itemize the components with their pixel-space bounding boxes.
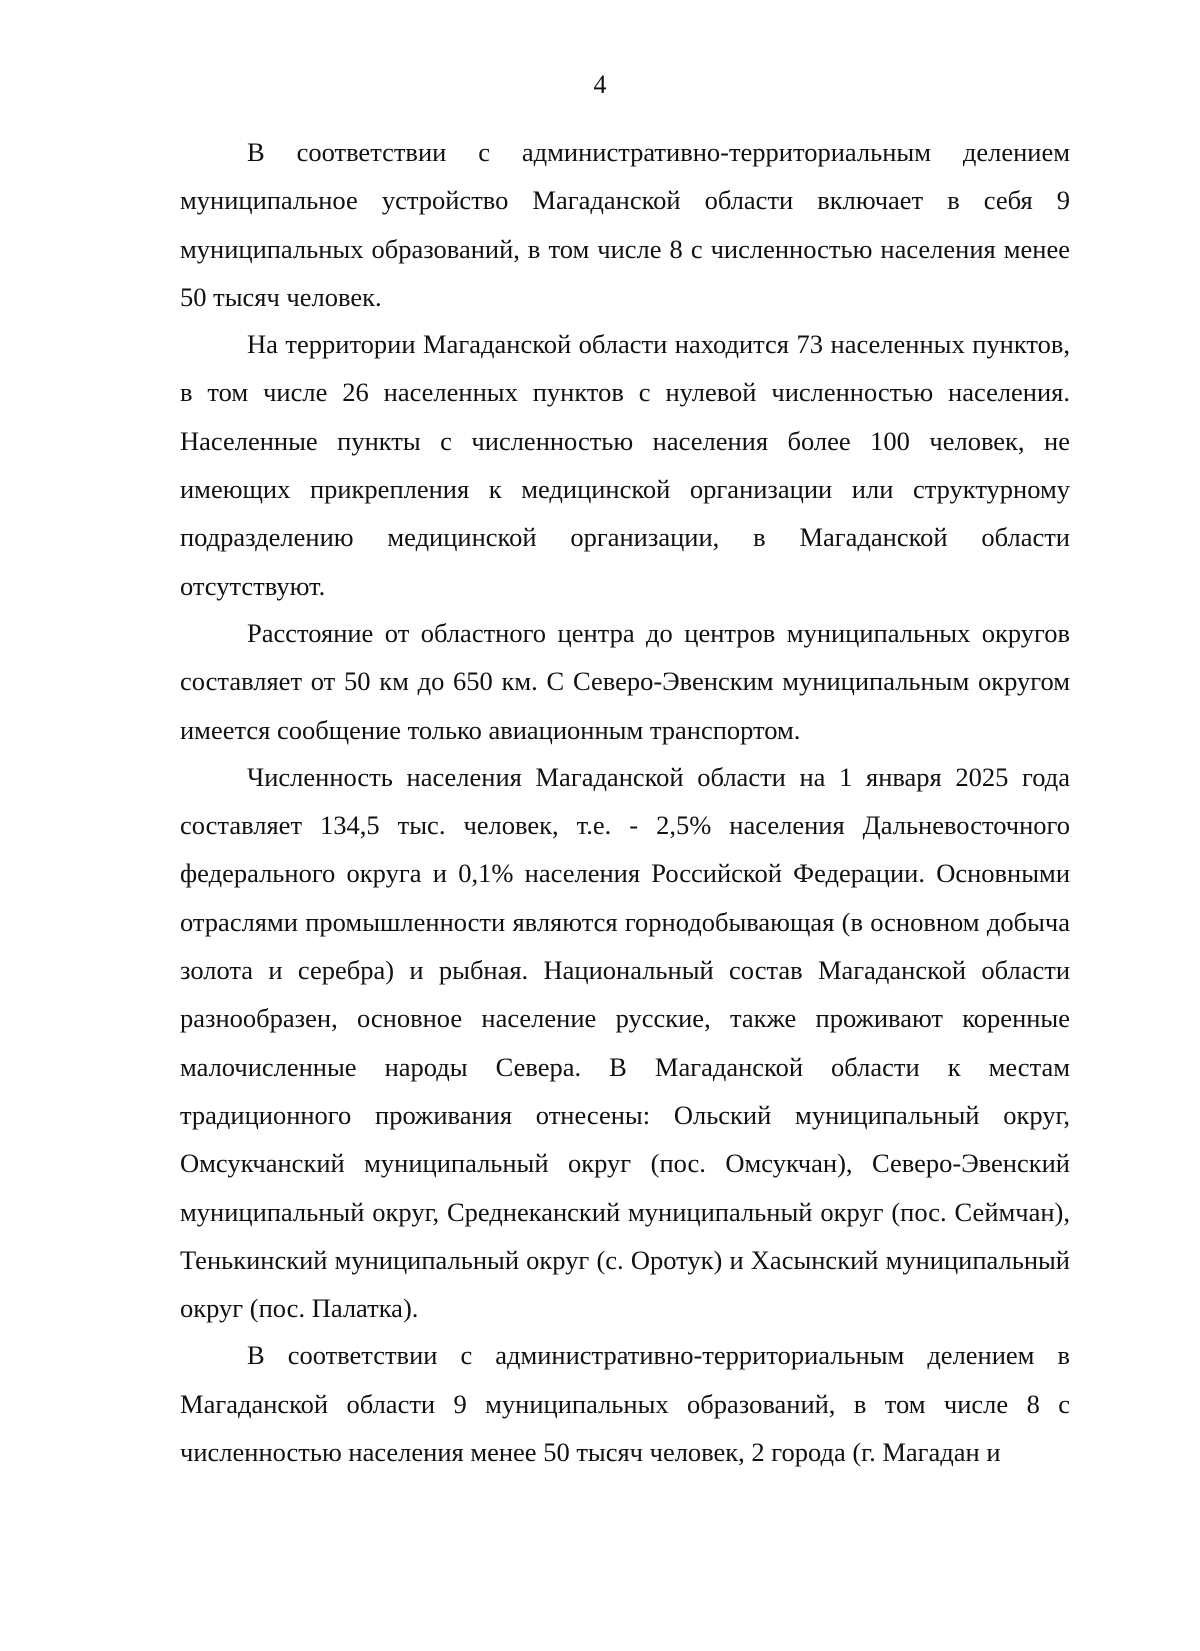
paragraph-municipal-formations: В соответствии с административно-территориальным делением в Магаданской области 9 муниципальных образований, в том числе 8 с численностью населения менее 50 тысяч человек, 2 города (г. Магадан и bbox=[180, 1340, 1070, 1468]
paragraph-administrative-division: В соответствии с административно-территориальным делением муниципальное устройство Магаданской области включает в себя 9 муниципальных образований, в том числе 8 с численностью населения менее 50 тысяч человек. bbox=[180, 137, 1070, 312]
paragraph-settlements: На территории Магаданской области находится 73 населенных пунктов, в том числе 26 населенных пунктов с нулевой численностью населения. Населенные пункты с численностью населения более 100 человек, не имеющих прикрепления к медицинской организации или структурному подразделению медицинской организации, в Магаданской области отсутствуют. bbox=[180, 329, 1070, 601]
paragraph-population: Численность населения Магаданской области на 1 января 2025 года составляет 134,5 тыс. человек, т.е. - 2,5% населения Дальневосточного федерального округа и 0,1% населения Российской Федерации. Основными отраслями промышленности являются горнодобывающая (в основном добыча золота и серебра) и рыбная. Национальный состав Магаданской области разнообразен, основное население русские, также проживают коренные малочисленные народы Севера. В Магаданской области к местам традиционного проживания отнесены: Ольский муниципальный округ, Омсукчанский муниципальный округ (пос. Омсукчан), Северо-Эвенский муниципальный округ, Среднеканский муниципальный округ (пос. Сеймчан), Тенькинский муниципальный округ (с. Оротук) и Хасынский муниципальный округ (пос. Палатка). bbox=[180, 761, 1070, 1324]
paragraph-distances: Расстояние от областного центра до центров муниципальных округов составляет от 50 км до 650 км. С Северо-Эвенским муниципальным округом имеется сообщение только авиационным транспортом. bbox=[180, 617, 1070, 745]
document-body bbox=[180, 128, 1070, 1475]
page-number: 4 bbox=[593, 70, 607, 99]
